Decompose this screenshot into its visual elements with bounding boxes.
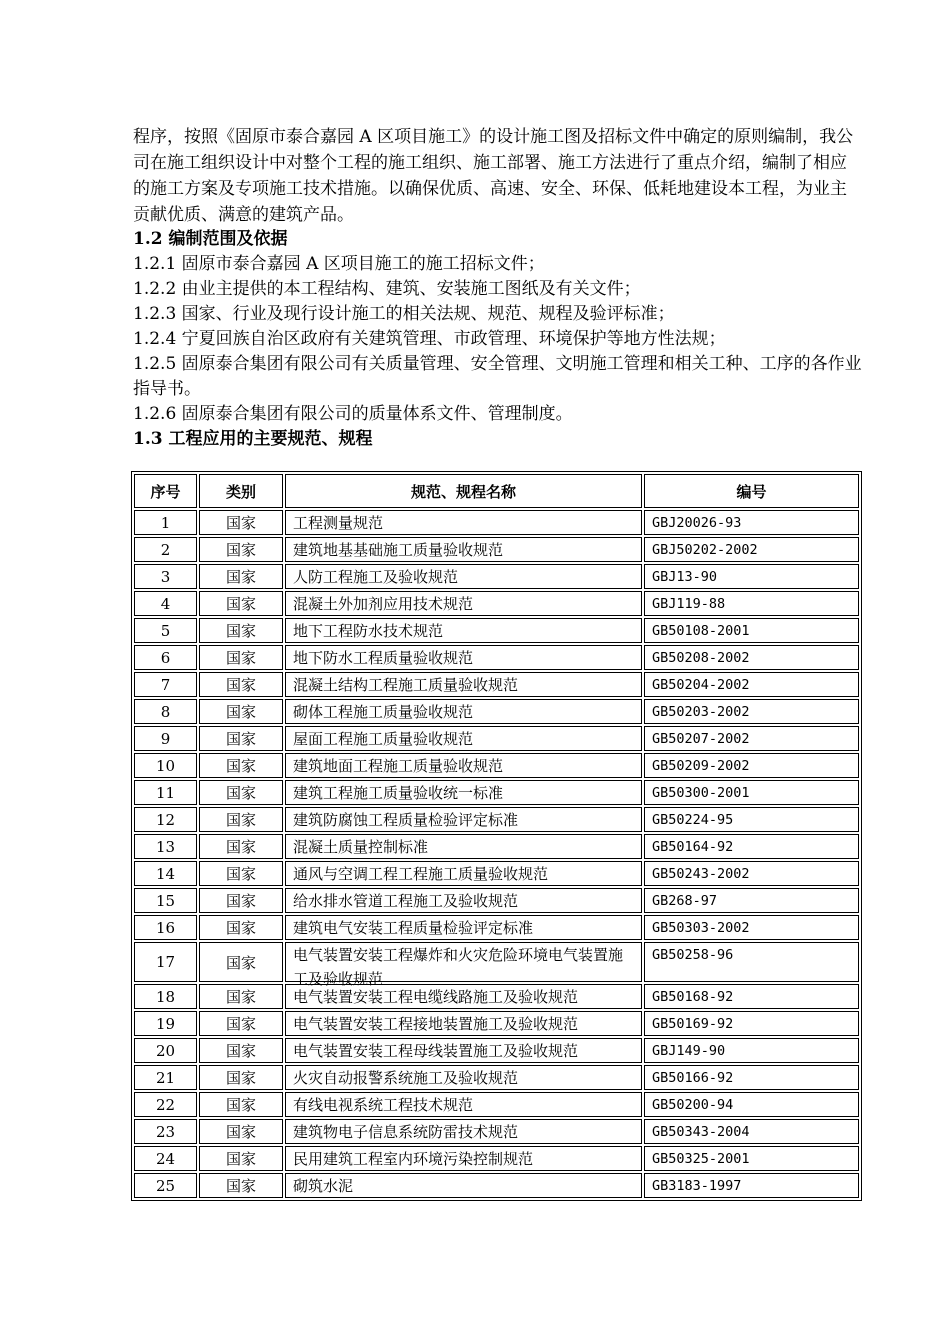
cell-no: 13 xyxy=(134,834,197,859)
table-row xyxy=(134,672,859,697)
table-row xyxy=(134,1065,859,1090)
cell-code: GB50243-2002 xyxy=(644,861,859,886)
cell-name: 有线电视系统工程技术规范 xyxy=(285,1092,642,1117)
cell-name xyxy=(285,942,642,988)
cell-category: 国家 xyxy=(199,780,283,805)
cell-name: 地下工程防水技术规范 xyxy=(285,618,642,643)
cell-no: 5 xyxy=(134,618,197,643)
basis-list xyxy=(133,252,863,427)
cell-category: 国家 xyxy=(199,1119,283,1144)
cell-no: 8 xyxy=(134,699,197,724)
cell-category: 国家 xyxy=(199,564,283,589)
table-row xyxy=(134,753,859,778)
table-row xyxy=(134,510,859,535)
cell-name: 混凝土外加剂应用技术规范 xyxy=(285,591,642,616)
header-cell-category: 类别 xyxy=(199,474,283,508)
table-row xyxy=(134,726,859,751)
cell-no: 7 xyxy=(134,672,197,697)
cell-no: 25 xyxy=(134,1173,197,1198)
cell-code: GB50169-92 xyxy=(644,1011,859,1036)
list-item: 1.2.6 固原泰合集团有限公司的质量体系文件、管理制度。 xyxy=(133,404,573,424)
cell-name: 混凝土结构工程施工质量验收规范 xyxy=(285,672,642,697)
cell-category: 国家 xyxy=(199,645,283,670)
cell-code: GB50164-92 xyxy=(644,834,859,859)
cell-category: 国家 xyxy=(199,861,283,886)
table-row xyxy=(134,915,859,940)
cell-category: 国家 xyxy=(199,1146,283,1171)
table-row xyxy=(134,564,859,589)
cell-code: GB50224-95 xyxy=(644,807,859,832)
cell-code: GBJ20026-93 xyxy=(644,510,859,535)
cell-category: 国家 xyxy=(199,1065,283,1090)
cell-category: 国家 xyxy=(199,537,283,562)
cell-code: GB50108-2001 xyxy=(644,618,859,643)
cell-name: 建筑工程施工质量验收统一标准 xyxy=(285,780,642,805)
cell-code: GB50209-2002 xyxy=(644,753,859,778)
cell-category: 国家 xyxy=(199,807,283,832)
cell-code: GBJ119-88 xyxy=(644,591,859,616)
table-row xyxy=(134,537,859,562)
table-row xyxy=(134,984,859,1009)
table-row xyxy=(134,645,859,670)
header-cell-no: 序号 xyxy=(134,474,197,508)
list-item: 1.2.3 国家、行业及现行设计施工的相关法规、规范、规程及验评标准； xyxy=(133,304,675,324)
cell-no: 23 xyxy=(134,1119,197,1144)
cell-no: 24 xyxy=(134,1146,197,1171)
table-row xyxy=(134,861,859,886)
list-item: 1.2.4 宁夏回族自治区政府有关建筑管理、市政管理、环境保护等地方性法规； xyxy=(133,329,726,349)
list-item: 1.2.5 固原泰合集团有限公司有关质量管理、安全管理、文明施工管理和相关工种、工序的各作业指导书。 xyxy=(133,354,862,399)
cell-name: 建筑地基基础施工质量验收规范 xyxy=(285,537,642,562)
table-row xyxy=(134,1011,859,1036)
table-row xyxy=(134,1119,859,1144)
cell-no: 22 xyxy=(134,1092,197,1117)
cell-code: GB50325-2001 xyxy=(644,1146,859,1171)
cell-name: 人防工程施工及验收规范 xyxy=(285,564,642,589)
cell-no: 6 xyxy=(134,645,197,670)
cell-name: 砌筑水泥 xyxy=(285,1173,642,1198)
table-body xyxy=(134,510,859,1198)
cell-code: GB50343-2004 xyxy=(644,1119,859,1144)
cell-code: GB50200-94 xyxy=(644,1092,859,1117)
cell-no: 3 xyxy=(134,564,197,589)
cell-category: 国家 xyxy=(199,726,283,751)
cell-no: 16 xyxy=(134,915,197,940)
cell-code: GB50203-2002 xyxy=(644,699,859,724)
header-cell-code: 编号 xyxy=(644,474,859,508)
cell-code: GB50207-2002 xyxy=(644,726,859,751)
cell-no: 14 xyxy=(134,861,197,886)
table-row xyxy=(134,888,859,913)
cell-code: GB50168-92 xyxy=(644,984,859,1009)
cell-code: GB3183-1997 xyxy=(644,1173,859,1198)
cell-code: GB50166-92 xyxy=(644,1065,859,1090)
cell-no: 10 xyxy=(134,753,197,778)
table-row xyxy=(134,1173,859,1198)
cell-code: GB50208-2002 xyxy=(644,645,859,670)
cell-name: 火灾自动报警系统施工及验收规范 xyxy=(285,1065,642,1090)
cell-no: 4 xyxy=(134,591,197,616)
cell-no: 21 xyxy=(134,1065,197,1090)
cell-category: 国家 xyxy=(199,699,283,724)
cell-category: 国家 xyxy=(199,510,283,535)
cell-category: 国家 xyxy=(199,984,283,1009)
cell-no: 19 xyxy=(134,1011,197,1036)
cell-category: 国家 xyxy=(199,834,283,859)
cell-no: 12 xyxy=(134,807,197,832)
cell-no: 1 xyxy=(134,510,197,535)
cell-no: 2 xyxy=(134,537,197,562)
standards-table xyxy=(131,471,862,1201)
cell-category: 国家 xyxy=(199,618,283,643)
table-row xyxy=(134,699,859,724)
cell-code: GB50204-2002 xyxy=(644,672,859,697)
section-heading-1-3: 1.3 工程应用的主要规范、规程 xyxy=(133,429,373,449)
cell-name: 建筑地面工程施工质量验收规范 xyxy=(285,753,642,778)
cell-name: 建筑防腐蚀工程质量检验评定标准 xyxy=(285,807,642,832)
cell-name: 电气装置安装工程母线装置施工及验收规范 xyxy=(285,1038,642,1063)
cell-no: 15 xyxy=(134,888,197,913)
table-row xyxy=(134,807,859,832)
table-row xyxy=(134,1038,859,1063)
cell-category: 国家 xyxy=(199,591,283,616)
cell-name: 给水排水管道工程施工及验收规范 xyxy=(285,888,642,913)
cell-name-text: 电气装置安装工程爆炸和火灾危险环境电气装置施工及验收规范 xyxy=(293,946,624,988)
cell-no: 17 xyxy=(134,942,197,982)
table-row xyxy=(134,1092,859,1117)
cell-name: 电气装置安装工程电缆线路施工及验收规范 xyxy=(285,984,642,1009)
table-row xyxy=(134,780,859,805)
list-item: 1.2.2 由业主提供的本工程结构、建筑、安装施工图纸及有关文件； xyxy=(133,279,641,299)
cell-category: 国家 xyxy=(199,753,283,778)
cell-code: GB50303-2002 xyxy=(644,915,859,940)
table-header-row xyxy=(134,474,859,508)
cell-category: 国家 xyxy=(199,888,283,913)
cell-category: 国家 xyxy=(199,942,283,982)
list-item: 1.2.1 固原市泰合嘉园 A 区项目施工的施工招标文件； xyxy=(133,254,545,274)
cell-category: 国家 xyxy=(199,1173,283,1198)
cell-name: 建筑物电子信息系统防雷技术规范 xyxy=(285,1119,642,1144)
cell-code: GBJ13-90 xyxy=(644,564,859,589)
table-row xyxy=(134,834,859,859)
intro-paragraph: 程序，按照《固原市泰合嘉园 A 区项目施工》的设计施工图及招标文件中确定的原则编制，我公司在施工组织设计中对整个工程的施工组织、施工部署、施工方法进行了重点介绍，编制了相应的施工方案及专项施工技术措施。以确保优质、高速、安全、环保、低耗地建设本工程，为业主贡献优质、满意的建筑产品。 xyxy=(133,127,854,225)
table-row xyxy=(134,591,859,616)
cell-no: 11 xyxy=(134,780,197,805)
cell-no: 18 xyxy=(134,984,197,1009)
cell-category: 国家 xyxy=(199,672,283,697)
cell-name: 通风与空调工程工程施工质量验收规范 xyxy=(285,861,642,886)
cell-code: GB50258-96 xyxy=(644,942,859,982)
cell-code: GB268-97 xyxy=(644,888,859,913)
cell-name: 地下防水工程质量验收规范 xyxy=(285,645,642,670)
cell-no: 20 xyxy=(134,1038,197,1063)
table-row xyxy=(134,618,859,643)
cell-name: 混凝土质量控制标准 xyxy=(285,834,642,859)
cell-category: 国家 xyxy=(199,1038,283,1063)
cell-category: 国家 xyxy=(199,1092,283,1117)
cell-name: 民用建筑工程室内环境污染控制规范 xyxy=(285,1146,642,1171)
cell-name: 建筑电气安装工程质量检验评定标准 xyxy=(285,915,642,940)
header-cell-name: 规范、规程名称 xyxy=(285,474,642,508)
table-row xyxy=(134,942,859,982)
cell-code: GB50300-2001 xyxy=(644,780,859,805)
cell-name: 砌体工程施工质量验收规范 xyxy=(285,699,642,724)
cell-no: 9 xyxy=(134,726,197,751)
section-heading-1-2: 1.2 编制范围及依据 xyxy=(133,229,288,249)
cell-code: GBJ149-90 xyxy=(644,1038,859,1063)
cell-code: GBJ50202-2002 xyxy=(644,537,859,562)
cell-category: 国家 xyxy=(199,915,283,940)
cell-name: 工程测量规范 xyxy=(285,510,642,535)
cell-name: 屋面工程施工质量验收规范 xyxy=(285,726,642,751)
table-row xyxy=(134,1146,859,1171)
cell-category: 国家 xyxy=(199,1011,283,1036)
cell-name: 电气装置安装工程接地装置施工及验收规范 xyxy=(285,1011,642,1036)
